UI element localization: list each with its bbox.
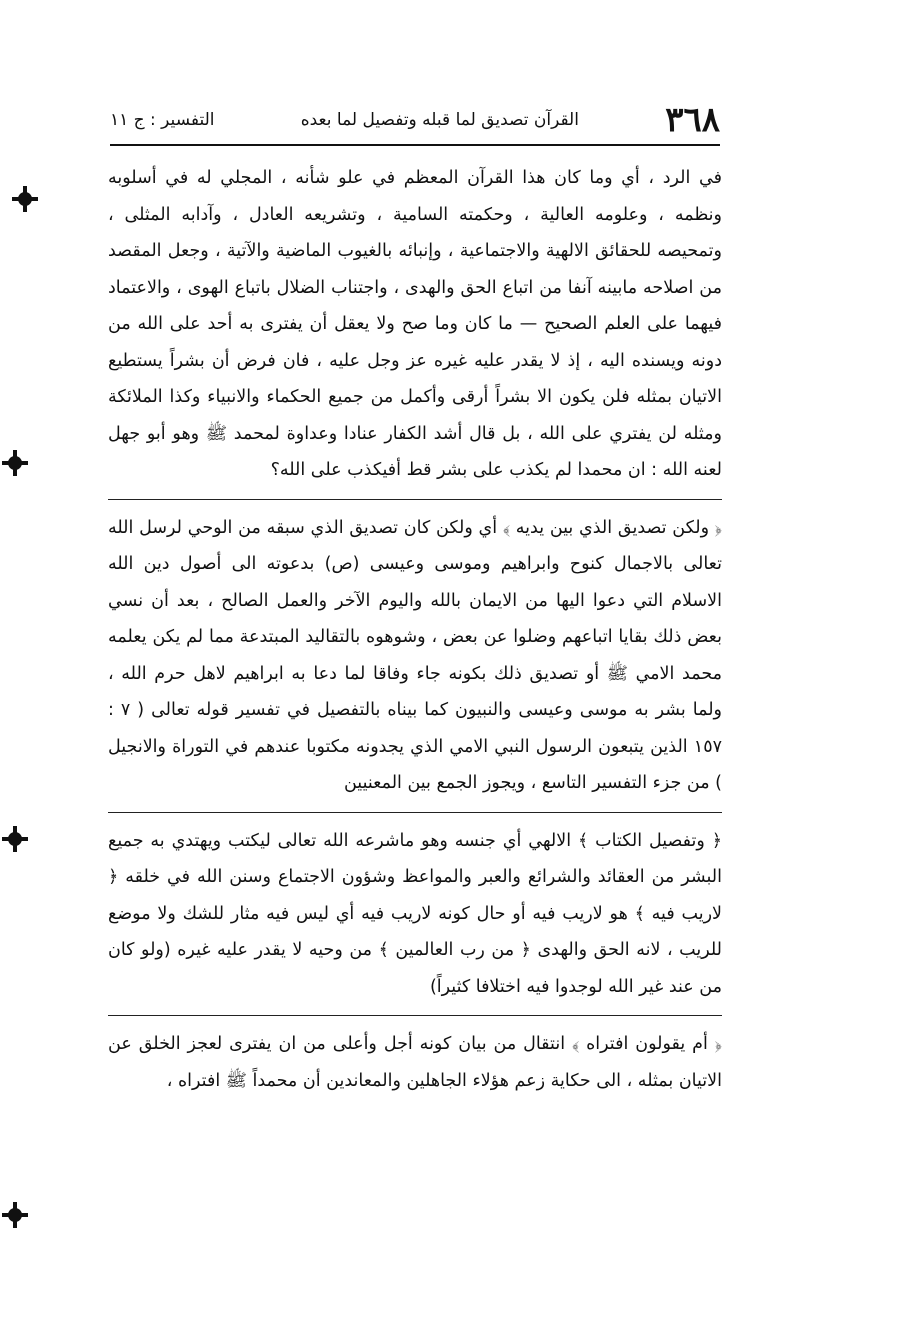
volume-label: التفسير : ج ١١ <box>110 110 215 130</box>
margin-mark-icon <box>8 456 22 470</box>
margin-mark-icon <box>8 832 22 846</box>
page-header <box>110 96 720 146</box>
section-divider <box>108 812 722 813</box>
paragraph-2: ﴿ ولكن تصديق الذي بين يديه ﴾ أي ولكن كان تصديق الذي سبقه من الوحي لرسل الله تعالى بالاجمال كنوح وابراهيم وموسى وعيسى (ص) بدعوته الى أصول دين الله الاسلام التي دعوا اليها من الايمان بالله واليوم الآخر والعمل الصالح ، بعد أن نسي بعض ذلك بقايا اتباعهم وضلوا عن بعض ، وشوهوه بالتقاليد المبتدعة مما لم يكن يعلمه محمد الامي ﷺ أو تصديق ذلك بكونه جاء وفاقا لما دعا به ابراهيم لاهل حرم الله ، ولما بشر به موسى وعيسى والنبيون كما بيناه بالتفصيل في تفسير قوله تعالى ( ٧ : ١٥٧ الذين يتبعون الرسول النبي الامي الذي يجدونه مكتوبا عندهم في التوراة والانجيل ) من جزء التفسير التاسع ، ويجوز الجمع بين المعنيين <box>108 517 722 793</box>
section-divider <box>108 1015 722 1016</box>
page-number: ٣٦٨ <box>665 100 720 140</box>
paragraph-4: ﴿ أم يقولون افتراه ﴾ انتقال من بيان كونه أجل وأعلى من ان يفترى لعجز الخلق عن الاتيان بمثله ، الى حكاية زعم هؤلاء الجاهلين والمعاندين أن محمداً ﷺ افتراه ، <box>108 1034 722 1091</box>
paragraph-1: في الرد ، أي وما كان هذا القرآن المعظم في علو شأنه ، المجلي له في أسلوبه ونظمه ، وعلومه العالية ، وحكمته السامية ، وتشريعه العادل ، وآدابه المثلى ، وتمحيصه للحقائق الالهية والاجتماعية ، وإنبائه بالغيوب الماضية والآتية ، وجعل المقصد من اصلاحه مابينه آنفا من اتباع الحق والهدى ، واجتناب الضلال باتباع الهوى ، والاعتماد فيهما على العلم الصحيح — ما كان وما صح ولا يعقل أن يفترى به أحد على الله من دونه ويسنده اليه ، إذ لا يقدر عليه غيره عز وجل عليه ، فان فرض أن بشراً يستطيع الاتيان بمثله فلن يكون الا بشراً أرقى وأكمل من جميع الحكماء والانبياء وكذا الملائكة ومثله لن يفتري على الله ، بل قال أشد الكفار عنادا وعداوة لمحمد ﷺ وهو أبو جهل لعنه الله : ان محمدا لم يكذب على بشر قط أفيكذب على الله؟ <box>108 168 722 480</box>
paragraph-3: ﴿ وتفصيل الكتاب ﴾ الالهي أي جنسه وهو ماشرعه الله تعالى ليكتب ويهتدي به جميع البشر من العقائد والشرائع والعبر والمواعظ وشؤون الاجتماع وسنن الله في خلقه ﴿ لاريب فيه ﴾ هو لاريب فيه أو حال كونه لاريب فيه أي ليس فيه مثار للشك ولا موضع للريب ، لانه الحق والهدى ﴿ من رب العالمين ﴾ من وحيه لا يقدر عليه غيره (ولو كان من عند غير الله لوجدوا فيه اختلافا كثيراً) <box>108 830 722 997</box>
running-title: القرآن تصديق لما قبله وتفصيل لما بعده <box>300 110 579 130</box>
section-divider <box>108 499 722 500</box>
margin-mark-icon <box>8 1208 22 1222</box>
body-text <box>108 160 722 1099</box>
margin-mark-icon <box>18 192 32 206</box>
